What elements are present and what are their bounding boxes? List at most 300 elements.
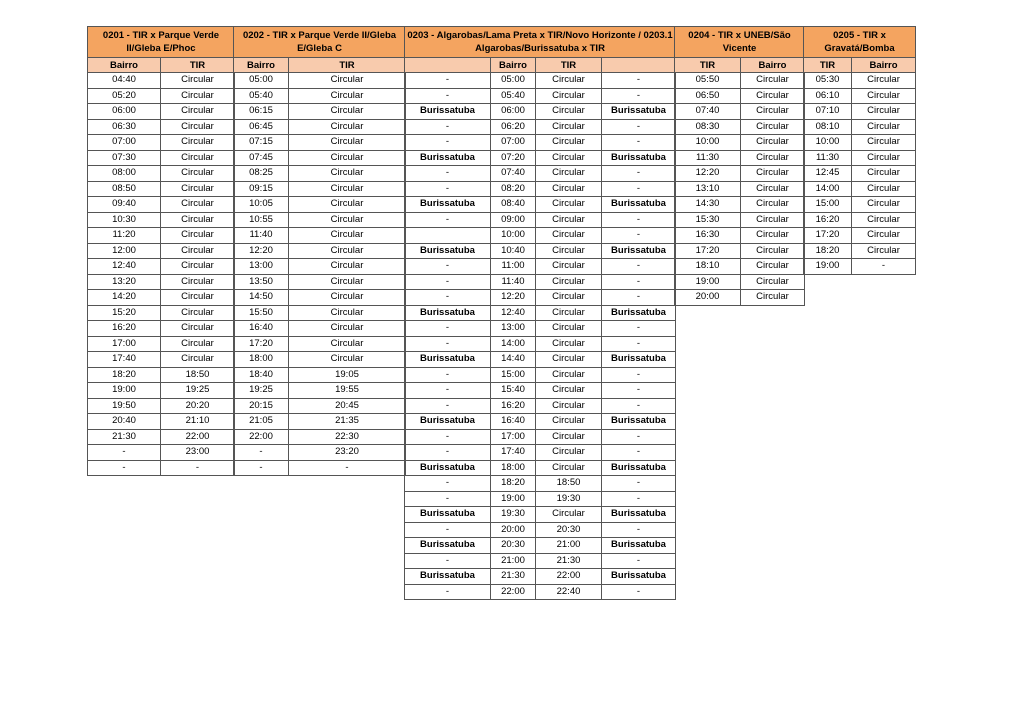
table-row (804, 197, 916, 213)
schedule-cell: 17:40 (491, 445, 536, 461)
table-row (804, 212, 916, 228)
schedule-cell: Burissatuba (405, 352, 491, 368)
schedule-cell: Circular (741, 181, 805, 197)
table-row (405, 383, 676, 399)
schedule-cell: Burissatuba (405, 538, 491, 554)
schedule-cell: Circular (289, 336, 406, 352)
schedule-cell: - (602, 445, 676, 461)
schedule-cell: 11:20 (88, 228, 161, 244)
schedule-cell: 21:10 (161, 414, 235, 430)
table-row (405, 88, 676, 104)
table-row (405, 305, 676, 321)
schedule-cell: Burissatuba (602, 104, 676, 120)
schedule-cell: 15:00 (804, 197, 852, 213)
schedule-0205 (803, 26, 916, 275)
schedule-cell: 21:05 (234, 414, 289, 430)
table-row (675, 259, 805, 275)
schedule-cell: Circular (289, 181, 406, 197)
table-row (405, 352, 676, 368)
schedule-0204 (674, 26, 805, 306)
schedule-cell: Burissatuba (602, 243, 676, 259)
column-header: Bairro (491, 58, 536, 73)
schedule-cell: 09:15 (234, 181, 289, 197)
table-row (804, 259, 916, 275)
schedule-cell: Circular (289, 259, 406, 275)
table-row (234, 429, 406, 445)
column-header: Bairro (234, 58, 289, 73)
schedule-cell: 19:55 (289, 383, 406, 399)
schedule-cell: 14:00 (804, 181, 852, 197)
schedule-cell: 08:25 (234, 166, 289, 182)
schedule-cell: Circular (536, 243, 602, 259)
schedule-cell: 12:20 (675, 166, 741, 182)
schedule-cell: 18:10 (675, 259, 741, 275)
table-row (675, 181, 805, 197)
schedule-cell: - (405, 274, 491, 290)
table-row (234, 367, 406, 383)
schedule-cell: Circular (852, 150, 916, 166)
table-row (405, 73, 676, 89)
table-row (234, 243, 406, 259)
schedule-cell: Circular (536, 336, 602, 352)
schedule-cell: - (405, 584, 491, 600)
schedule-cell: - (602, 290, 676, 306)
schedule-cell: 07:30 (88, 150, 161, 166)
schedule-cell: 23:00 (161, 445, 235, 461)
table-row (405, 321, 676, 337)
schedule-cell: - (405, 429, 491, 445)
table-row (675, 166, 805, 182)
schedule-cell: Circular (536, 88, 602, 104)
schedule-cell: Circular (161, 290, 235, 306)
schedule-cell: - (602, 522, 676, 538)
column-header: TIR (675, 58, 741, 73)
schedule-cell: - (405, 522, 491, 538)
schedule-cell: - (602, 553, 676, 569)
schedule-cell: 12:20 (234, 243, 289, 259)
schedule-cell: Circular (161, 243, 235, 259)
schedule-cell: - (602, 259, 676, 275)
schedule-cell: 22:00 (536, 569, 602, 585)
table-row (234, 259, 406, 275)
schedule-cell: 17:40 (88, 352, 161, 368)
schedule-cell: Circular (161, 228, 235, 244)
schedule-cell: Burissatuba (602, 352, 676, 368)
schedule-cell: - (602, 212, 676, 228)
schedule-cell: Circular (536, 166, 602, 182)
schedule-cell: - (602, 228, 676, 244)
table-row (234, 197, 406, 213)
table-row (405, 181, 676, 197)
table-row (804, 166, 916, 182)
schedule-cell: - (234, 445, 289, 461)
table-row (88, 367, 235, 383)
table-row (234, 321, 406, 337)
schedule-cell: 06:10 (804, 88, 852, 104)
schedule-cell: 22:00 (161, 429, 235, 445)
schedule-cell: Circular (536, 414, 602, 430)
schedule-cell: - (602, 383, 676, 399)
table-row (88, 259, 235, 275)
table-row (405, 367, 676, 383)
schedule-cell: 20:30 (491, 538, 536, 554)
column-header (602, 58, 676, 73)
table-row (804, 104, 916, 120)
schedule-cell: Circular (741, 290, 805, 306)
schedule-cell: 21:30 (88, 429, 161, 445)
table-row (405, 290, 676, 306)
schedule-cell: 10:30 (88, 212, 161, 228)
schedule-cell: - (161, 460, 235, 476)
table-row (675, 119, 805, 135)
schedule-cell: - (405, 135, 491, 151)
schedule-cell: Circular (741, 88, 805, 104)
table-row (234, 150, 406, 166)
schedule-cell: - (234, 460, 289, 476)
schedule-cell: - (602, 367, 676, 383)
schedule-cell: 06:00 (88, 104, 161, 120)
schedule-cell: Circular (161, 336, 235, 352)
table-row (405, 228, 676, 244)
schedule-cell: - (405, 445, 491, 461)
schedule-cell: Circular (536, 352, 602, 368)
schedule-cell: 17:20 (804, 228, 852, 244)
schedule-cell: Circular (852, 197, 916, 213)
schedule-cell: 06:50 (675, 88, 741, 104)
schedule-cell: Circular (289, 243, 406, 259)
schedule-cell: 14:50 (234, 290, 289, 306)
schedule-cell: - (602, 429, 676, 445)
table-row (405, 212, 676, 228)
table-row (405, 259, 676, 275)
table-row (405, 553, 676, 569)
table-row (405, 274, 676, 290)
schedule-cell: - (405, 212, 491, 228)
table-row (804, 228, 916, 244)
schedule-cell: 06:00 (491, 104, 536, 120)
schedule-cell: 07:10 (804, 104, 852, 120)
schedule-cell: 16:20 (491, 398, 536, 414)
schedule-cell: Circular (289, 212, 406, 228)
table-row (234, 290, 406, 306)
table-row (234, 73, 406, 89)
schedule-cell: 09:00 (491, 212, 536, 228)
table-row (234, 212, 406, 228)
schedule-cell: - (602, 135, 676, 151)
schedule-cell: Circular (536, 104, 602, 120)
table-row (88, 398, 235, 414)
schedule-cell: Circular (536, 507, 602, 523)
table-row (88, 104, 235, 120)
schedule-cell: - (405, 367, 491, 383)
table-row (234, 398, 406, 414)
schedule-cell: 19:05 (289, 367, 406, 383)
schedule-cell: 22:00 (491, 584, 536, 600)
schedule-cell: Burissatuba (405, 150, 491, 166)
schedule-cell: - (405, 336, 491, 352)
schedule-cell: - (602, 274, 676, 290)
schedule-cell: Circular (536, 259, 602, 275)
schedule-cell: Circular (161, 88, 235, 104)
schedule-cell: Circular (741, 166, 805, 182)
schedule-cell: Circular (852, 135, 916, 151)
table-row (675, 197, 805, 213)
column-header: TIR (536, 58, 602, 73)
schedule-cell: Circular (289, 290, 406, 306)
schedule-cell: Circular (161, 321, 235, 337)
table-row (405, 135, 676, 151)
schedule-cell: Circular (741, 274, 805, 290)
schedule-cell: Circular (741, 259, 805, 275)
schedule-cell: 08:00 (88, 166, 161, 182)
schedule-cell: Circular (161, 197, 235, 213)
schedule-cell: 09:40 (88, 197, 161, 213)
table-row (804, 135, 916, 151)
schedule-cell: Burissatuba (405, 104, 491, 120)
schedule-cell: - (405, 383, 491, 399)
table-row (88, 243, 235, 259)
schedule-cell: 13:00 (491, 321, 536, 337)
schedule-cell: 17:00 (491, 429, 536, 445)
schedule-cell: 15:20 (88, 305, 161, 321)
schedule-cell: 10:05 (234, 197, 289, 213)
schedule-cell: Circular (741, 243, 805, 259)
table-row (405, 414, 676, 430)
schedule-cell: - (405, 166, 491, 182)
table-row (88, 135, 235, 151)
column-header: Bairro (88, 58, 161, 73)
schedule-cell: Circular (852, 104, 916, 120)
table-row (88, 212, 235, 228)
schedule-cell: Circular (741, 135, 805, 151)
table-row (88, 336, 235, 352)
schedule-cell: - (602, 166, 676, 182)
schedule-cell: Burissatuba (405, 197, 491, 213)
table-row (405, 336, 676, 352)
schedule-cell: 18:20 (88, 367, 161, 383)
schedule-cell: 15:50 (234, 305, 289, 321)
schedule-0201 (87, 26, 235, 476)
table-row (405, 476, 676, 492)
schedule-cell: Circular (536, 228, 602, 244)
schedule-cell: 07:45 (234, 150, 289, 166)
schedule-cell: Circular (289, 274, 406, 290)
schedule-cell: 07:20 (491, 150, 536, 166)
schedule-cell: 12:40 (491, 305, 536, 321)
table-row (675, 243, 805, 259)
table-row (234, 88, 406, 104)
schedule-cell: 11:00 (491, 259, 536, 275)
schedule-cell: - (602, 321, 676, 337)
table-row (234, 352, 406, 368)
schedule-cell: 20:00 (491, 522, 536, 538)
column-header (405, 58, 491, 73)
schedule-cell: 06:45 (234, 119, 289, 135)
schedule-cell: Burissatuba (602, 538, 676, 554)
table-row (88, 429, 235, 445)
schedule-cell: Circular (161, 73, 235, 89)
table-row (675, 88, 805, 104)
schedule-cell: Circular (536, 321, 602, 337)
schedule-cell: Circular (536, 429, 602, 445)
schedule-cell: Circular (536, 367, 602, 383)
table-row (804, 181, 916, 197)
schedule-cell: Circular (536, 383, 602, 399)
schedule-cell: Circular (536, 305, 602, 321)
schedule-cell: Circular (536, 274, 602, 290)
schedule-cell: Circular (289, 119, 406, 135)
table-row (234, 104, 406, 120)
schedule-cell: 19:00 (88, 383, 161, 399)
schedule-cell: 19:50 (88, 398, 161, 414)
schedule-cell: Circular (536, 212, 602, 228)
table-row (675, 73, 805, 89)
schedule-cell: 10:00 (491, 228, 536, 244)
table-row (405, 429, 676, 445)
table-row (405, 398, 676, 414)
schedule-cell: Circular (161, 305, 235, 321)
schedule-cell: 12:40 (88, 259, 161, 275)
schedule-cell: Burissatuba (405, 414, 491, 430)
schedule-cell: 10:55 (234, 212, 289, 228)
route-title: 0201 - TIR x Parque Verde II/Gleba E/Phoc (88, 27, 235, 58)
column-header: Bairro (852, 58, 916, 73)
schedule-cell: - (405, 88, 491, 104)
schedule-cell: Circular (161, 135, 235, 151)
table-row (88, 274, 235, 290)
schedule-cell: Circular (161, 104, 235, 120)
schedule-cell: - (88, 445, 161, 461)
schedule-cell: 15:00 (491, 367, 536, 383)
table-row (88, 290, 235, 306)
schedule-cell: 06:30 (88, 119, 161, 135)
schedule-cell: 06:20 (491, 119, 536, 135)
schedule-cell: Circular (741, 73, 805, 89)
schedule-cell: - (405, 290, 491, 306)
schedule-cell: 17:20 (234, 336, 289, 352)
table-row (405, 522, 676, 538)
schedule-cell: - (602, 73, 676, 89)
schedule-cell: 15:40 (491, 383, 536, 399)
schedule-cell: Circular (289, 150, 406, 166)
schedule-cell: 08:50 (88, 181, 161, 197)
schedule-cell: 20:30 (536, 522, 602, 538)
schedule-cell: 17:20 (675, 243, 741, 259)
table-row (88, 166, 235, 182)
schedule-cell: 22:30 (289, 429, 406, 445)
column-header: Bairro (741, 58, 805, 73)
table-row (405, 460, 676, 476)
schedule-cell: 16:30 (675, 228, 741, 244)
schedule-cell: Circular (852, 73, 916, 89)
table-row (234, 336, 406, 352)
schedule-cell: Circular (289, 88, 406, 104)
table-row (88, 197, 235, 213)
schedule-cell: Circular (536, 460, 602, 476)
schedule-cell: Circular (289, 73, 406, 89)
schedule-cell: Circular (289, 197, 406, 213)
schedule-cell: Circular (852, 88, 916, 104)
schedule-cell: 05:30 (804, 73, 852, 89)
schedule-cell: 18:00 (491, 460, 536, 476)
schedule-cell: Circular (536, 150, 602, 166)
schedule-cell: 18:40 (234, 367, 289, 383)
schedule-cell: 19:25 (161, 383, 235, 399)
table-row (88, 321, 235, 337)
schedule-cell: 08:40 (491, 197, 536, 213)
schedule-cell: Circular (161, 166, 235, 182)
table-row (234, 305, 406, 321)
schedule-cell: 22:00 (234, 429, 289, 445)
table-row (405, 197, 676, 213)
schedule-cell: 18:00 (234, 352, 289, 368)
schedule-cell: 21:30 (536, 553, 602, 569)
schedule-0203 (404, 26, 676, 600)
schedule-cell: 14:30 (675, 197, 741, 213)
table-row (88, 150, 235, 166)
schedule-cell: 13:50 (234, 274, 289, 290)
schedule-cell: Circular (852, 228, 916, 244)
schedule-cell: Circular (741, 104, 805, 120)
schedule-cell: Circular (741, 119, 805, 135)
schedule-cell: - (602, 181, 676, 197)
table-row (405, 584, 676, 600)
route-title: 0205 - TIR x Gravatá/Bomba (804, 27, 916, 58)
schedule-cell: Burissatuba (405, 305, 491, 321)
table-row (88, 445, 235, 461)
schedule-cell: 07:15 (234, 135, 289, 151)
schedule-cell: 17:00 (88, 336, 161, 352)
schedule-cell: - (405, 259, 491, 275)
table-row (88, 352, 235, 368)
schedule-cell: 23:20 (289, 445, 406, 461)
schedule-cell: Circular (852, 119, 916, 135)
schedule-cell: - (602, 491, 676, 507)
table-row (405, 538, 676, 554)
table-row (88, 181, 235, 197)
table-row (88, 414, 235, 430)
schedule-cell: 05:20 (88, 88, 161, 104)
table-row (804, 119, 916, 135)
table-row (234, 460, 406, 476)
schedule-cell: Circular (536, 119, 602, 135)
schedule-cell: Circular (852, 181, 916, 197)
schedule-cell: Burissatuba (405, 569, 491, 585)
schedule-cell: 16:40 (234, 321, 289, 337)
table-row (405, 507, 676, 523)
schedule-cell: Circular (289, 321, 406, 337)
schedule-cell: - (405, 321, 491, 337)
schedule-cell: Burissatuba (602, 569, 676, 585)
schedule-cell: 07:00 (491, 135, 536, 151)
route-title: 0202 - TIR x Parque Verde II/Gleba E/Gleba C (234, 27, 406, 58)
schedule-cell: Circular (289, 305, 406, 321)
table-row (234, 166, 406, 182)
schedule-cell: 18:50 (161, 367, 235, 383)
route-title: 0204 - TIR x UNEB/São Vicente (675, 27, 805, 58)
column-header: TIR (804, 58, 852, 73)
table-row (88, 228, 235, 244)
column-header: TIR (289, 58, 406, 73)
schedule-cell: 05:40 (234, 88, 289, 104)
table-row (804, 73, 916, 89)
table-row (405, 445, 676, 461)
schedule-cell: - (405, 73, 491, 89)
table-row (234, 383, 406, 399)
schedule-cell: Circular (536, 445, 602, 461)
table-row (88, 383, 235, 399)
table-row (804, 150, 916, 166)
